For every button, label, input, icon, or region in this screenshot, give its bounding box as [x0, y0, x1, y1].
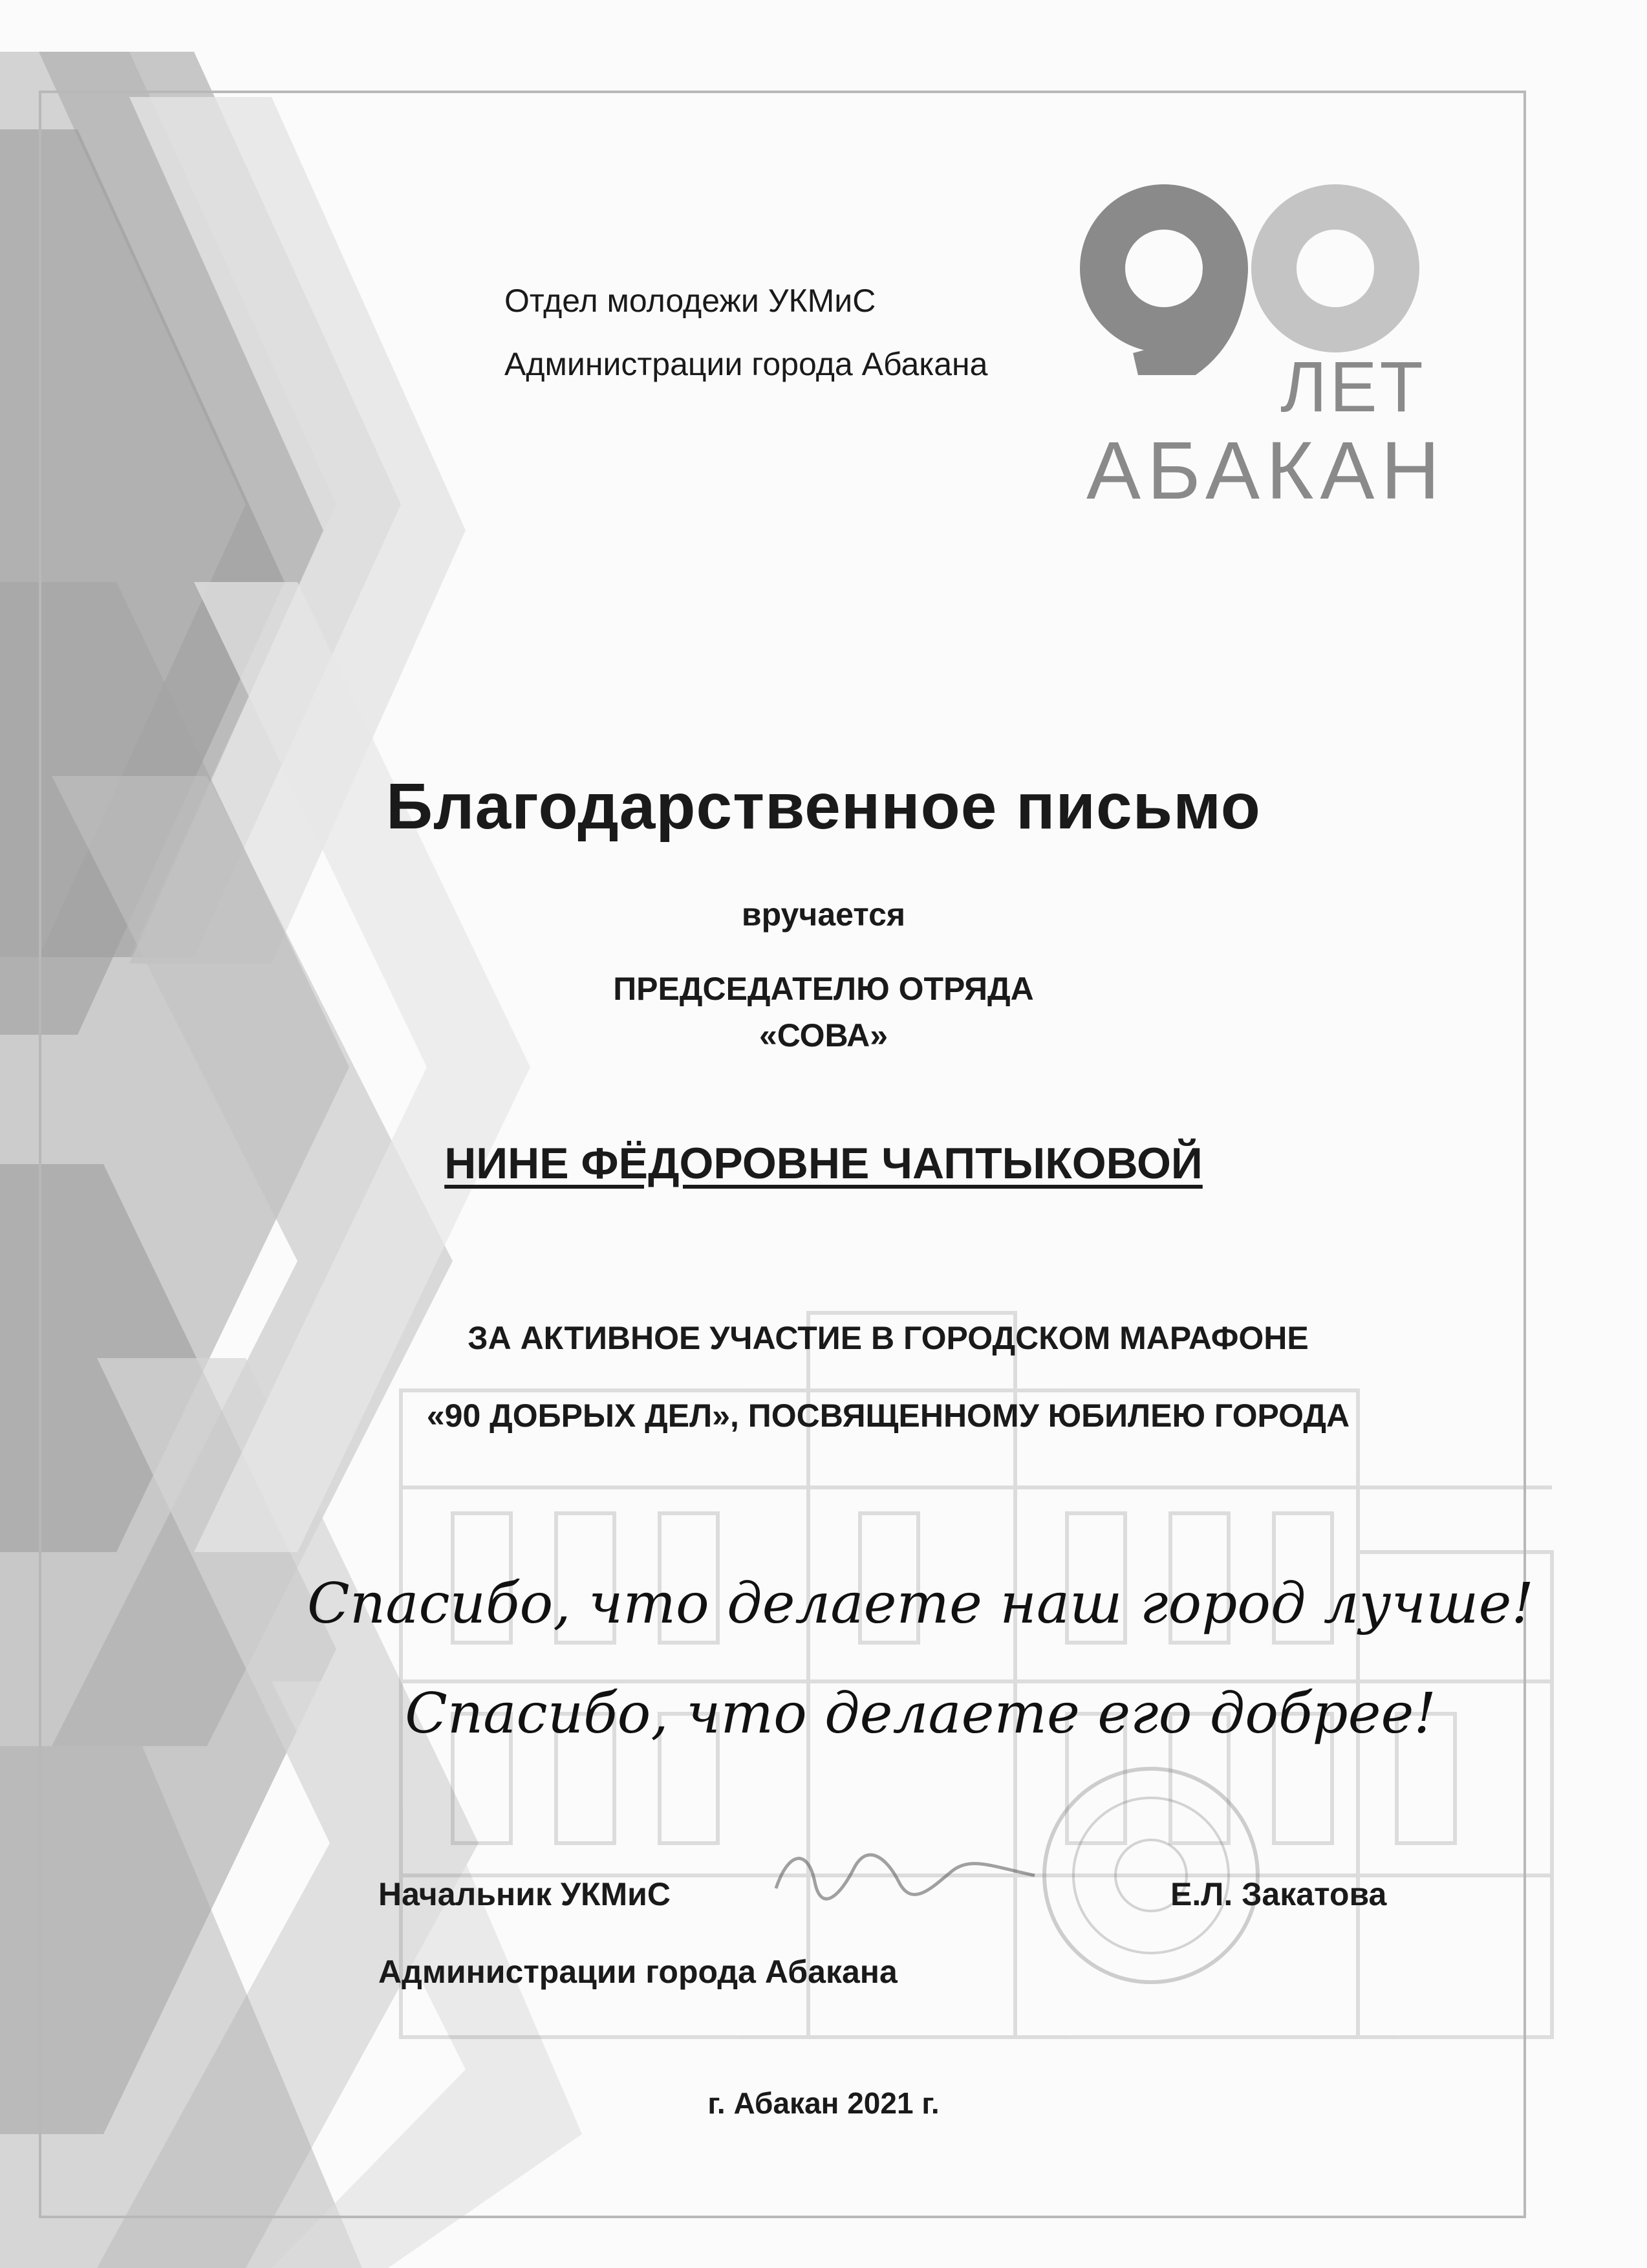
issuer-administration: Администрации города Абакана: [504, 346, 988, 382]
place-and-date: г. Абакан 2021 г.: [707, 2086, 940, 2120]
logo-city-text: АБАКАН: [1086, 425, 1447, 516]
document-title: Благодарственное письмо: [386, 770, 1261, 843]
anniversary-logo: [1067, 181, 1468, 517]
logo-years-text: ЛЕТ: [1280, 347, 1426, 427]
issuer-department: Отдел молодежи УКМиС: [504, 283, 876, 319]
recipient-organization: «СОВА»: [759, 1017, 888, 1053]
recipient-position: ПРЕДСЕДАТЕЛЮ ОТРЯДА: [613, 971, 1034, 1007]
issuer-block: [504, 285, 987, 411]
handwritten-signature: [763, 1837, 1048, 1908]
signatory-title: Начальник УКМиС: [378, 1876, 671, 1912]
thanks-line-1: Спасибо, что делаете наш город лучше!: [307, 1571, 1534, 1636]
signatory-name: Е.Л. Закатова: [1170, 1876, 1387, 1912]
presented-to-label: вручается: [741, 896, 906, 933]
signatory-organization: Администрации города Абакана: [378, 1954, 898, 1990]
reason-line-2: «90 ДОБРЫХ ДЕЛ», ПОСВЯЩЕННОМУ ЮБИЛЕЮ ГОРОДА: [426, 1398, 1350, 1434]
thanks-line-2: Спасибо, что делаете его добрее!: [405, 1681, 1436, 1746]
reason-line-1: ЗА АКТИВНОЕ УЧАСТИЕ В ГОРОДСКОМ МАРАФОНЕ: [468, 1320, 1309, 1356]
recipient-name: НИНЕ ФЁДОРОВНЕ ЧАПТЫКОВОЙ: [444, 1139, 1203, 1188]
